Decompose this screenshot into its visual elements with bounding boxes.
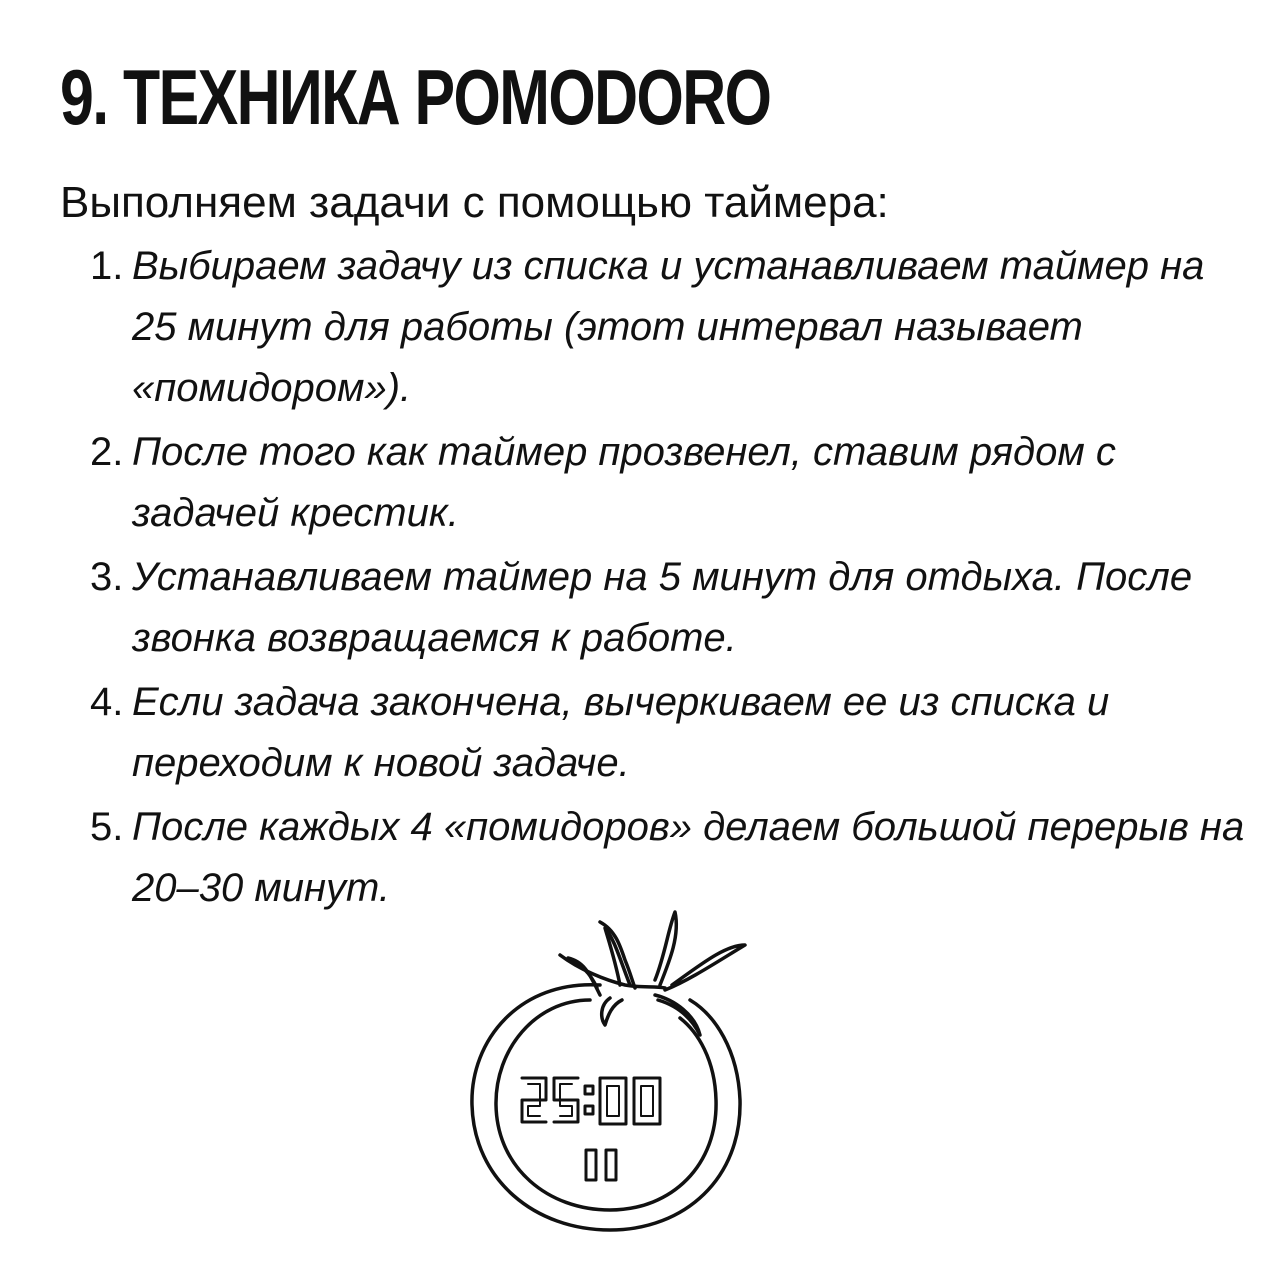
list-item	[90, 422, 1250, 544]
step-text: Устанавливаем таймер на 5 минут для отдыха. После звонка возвращаемся к работе.	[132, 555, 1193, 660]
leaf-top	[655, 912, 676, 985]
leaf-lower-left	[602, 998, 622, 1025]
leaf-right	[665, 945, 745, 990]
step-number: 2.	[90, 430, 124, 474]
step-number: 5.	[90, 805, 124, 849]
step-text: Если задача закончена, вычеркиваем ее из списка и переходим к новой задаче.	[132, 680, 1110, 785]
steps-list	[90, 236, 1250, 922]
leaf-upper-left	[605, 928, 630, 985]
timer-digits	[522, 1078, 660, 1180]
step-text: После того как таймер прозвенел, ставим рядом с задачей крестик.	[132, 430, 1116, 535]
step-number: 3.	[90, 555, 124, 599]
step-number: 4.	[90, 680, 124, 724]
list-item	[90, 547, 1250, 669]
list-item	[90, 236, 1250, 419]
tomato-timer-icon	[440, 900, 780, 1250]
list-item	[90, 672, 1250, 794]
step-number: 1.	[90, 244, 124, 288]
page-title: 9. ТЕХНИКА POMODORO	[60, 53, 771, 141]
step-text: После каждых 4 «помидоров» делаем большой перерыв на 20–30 минут.	[132, 805, 1245, 910]
intro-text: Выполняем задачи с помощью таймера:	[60, 178, 889, 227]
tomato-timer-illustration	[440, 900, 780, 1250]
step-text: Выбираем задачу из списка и устанавливаем таймер на 25 минут для работы (этот интервал называет «помидором»).	[132, 244, 1205, 410]
